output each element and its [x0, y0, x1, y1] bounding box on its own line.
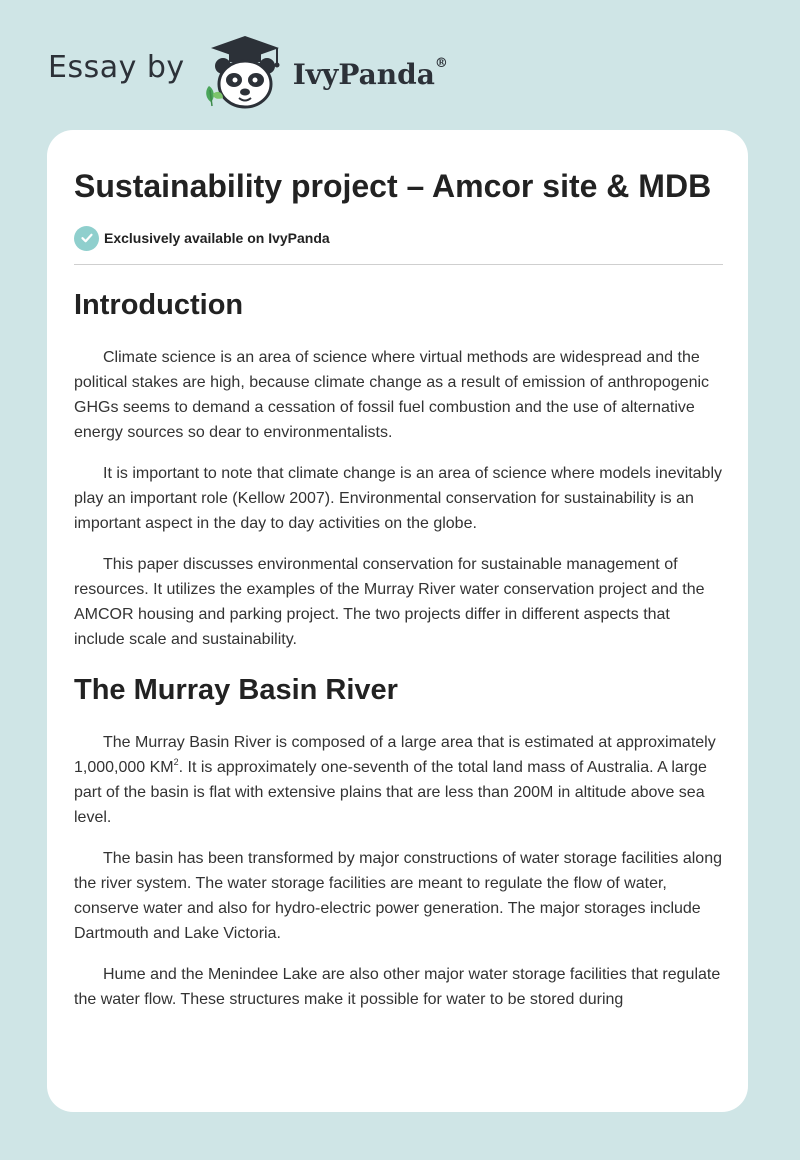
brand-name-text: IvyPanda — [292, 57, 435, 91]
intro-paragraph-1: Climate science is an area of science where virtual methods are widespread and the political stakes are high, because climate change as a result of emission of anthropogenic GHGs seems to demand a cessation of fossil fuel combustion and the use of alternative energy sources so dear to environmentalists. — [74, 349, 710, 441]
superscript-2: 2 — [173, 756, 179, 767]
murray-paragraph-1-start: The Murray Basin River is composed of a large area that is estimated at approximately 1,000,000 KM — [74, 734, 716, 776]
panda-graduate-logo-icon[interactable] — [199, 32, 291, 112]
registered-mark: ® — [434, 55, 448, 71]
site-header — [48, 32, 448, 112]
divider — [74, 264, 723, 265]
murray-paragraph-3: Hume and the Menindee Lake are also other major water storage facilities that regulate the water flow. These structures make it possible for water to be stored during — [74, 966, 721, 1008]
essay-card — [47, 130, 748, 1112]
brand-name[interactable] — [292, 55, 448, 91]
page-title: Sustainability project – Amcor site & MDB — [74, 168, 712, 204]
brand-prefix: Essay by — [48, 49, 185, 85]
murray-paragraph-1-end: . It is approximately one-seventh of the total land mass of Australia. A large part of the basin is flat with extensive plains that are less than 200M in altitude above sea level. — [74, 759, 707, 826]
essay-content — [74, 166, 723, 1012]
intro-paragraph-3: This paper discusses environmental conservation for sustainable management of resources. It utilizes the examples of the Murray River water conservation project and the AMCOR housing and parking project. The two projects differ in different aspects that include scale and sustainability. — [74, 556, 705, 648]
check-circle-icon — [74, 226, 99, 251]
section-heading-introduction: Introduction — [74, 289, 244, 321]
murray-paragraph-2: The basin has been transformed by major constructions of water storage facilities along the river system. The water storage facilities are meant to regulate the flow of water, conserve water and also for hydro-electric power generation. The major storages include Dartmouth and Lake Victoria. — [74, 850, 722, 942]
intro-paragraph-2: It is important to note that climate change is an area of science where models inevitably play an important role (Kellow 2007). Environmental conservation for sustainability is an important aspect in the day to day activities on the globe. — [74, 465, 722, 532]
exclusive-badge — [74, 224, 723, 252]
murray-paragraph-1 — [74, 730, 723, 830]
badge-text: Exclusively available on IvyPanda — [104, 230, 330, 246]
section-heading-murray-basin: The Murray Basin River — [74, 674, 398, 706]
